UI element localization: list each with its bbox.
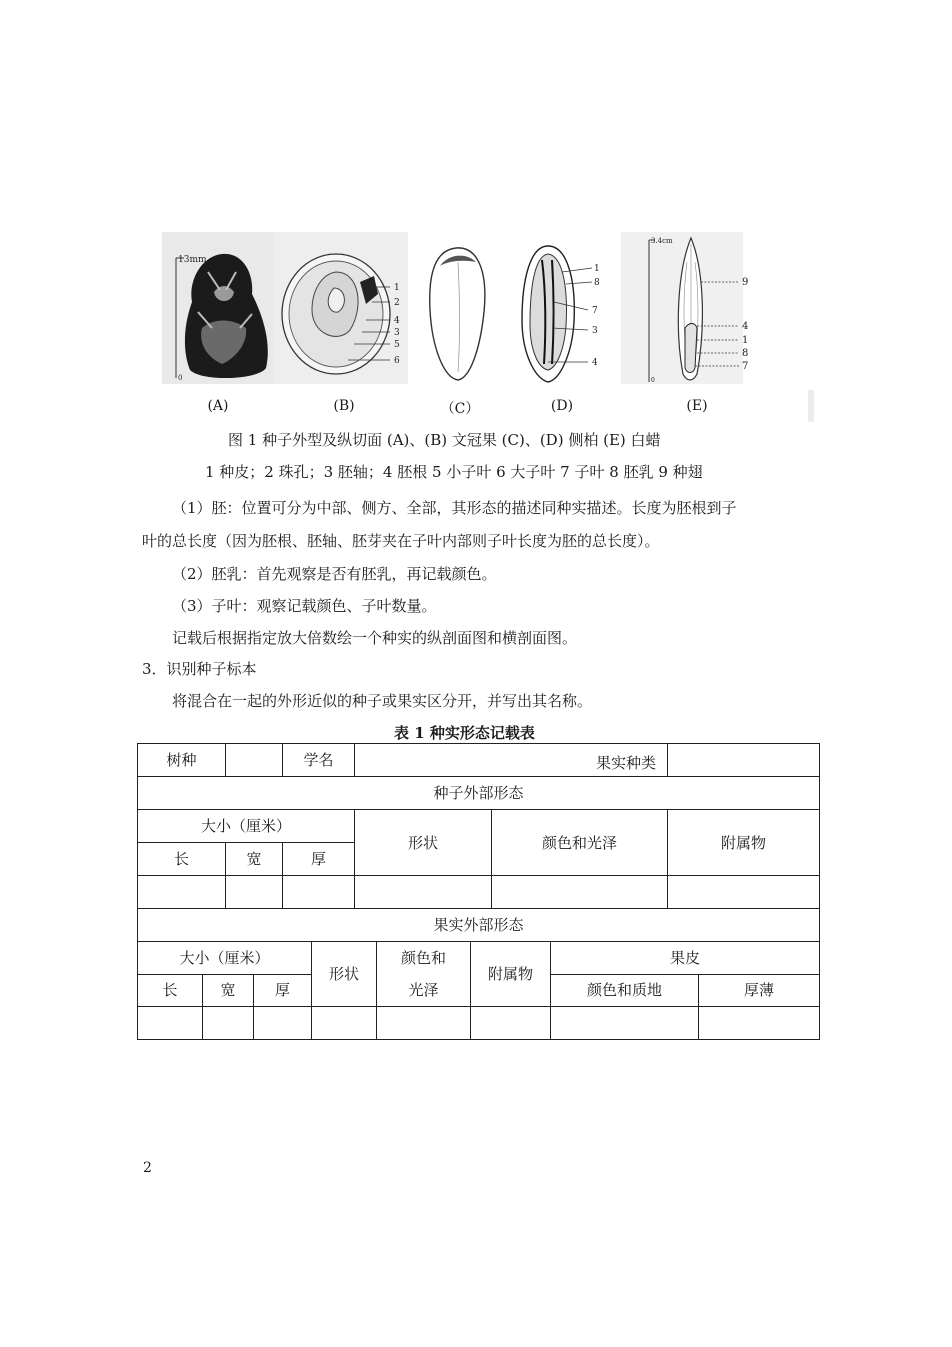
seed-size-header: 大小（厘米）: [138, 810, 355, 843]
fruit-appendage-header: 附属物: [471, 942, 551, 1007]
fruit-thickness-header: 厚: [254, 974, 312, 1007]
e-number-9: 9: [742, 277, 749, 288]
seed-color-luster-header: 颜色和光泽: [492, 810, 668, 876]
fruit-length-value[interactable]: [138, 1007, 203, 1040]
seed-record-table: [137, 743, 820, 777]
d-number-4: 4: [592, 358, 598, 368]
paragraph-drawing: 记载后根据指定放大倍数绘一个种实的纵剖面图和横剖面图。: [172, 629, 578, 647]
pericarp-color-texture-value[interactable]: [551, 1007, 699, 1040]
paragraph-cotyledon: （3）子叶：观察记载颜色、子叶数量。: [172, 597, 437, 615]
fruit-appendage-value[interactable]: [471, 1007, 551, 1040]
seed-d-section: [514, 232, 606, 384]
b-number-6: 6: [394, 356, 400, 366]
fruit-color-value[interactable]: [377, 1007, 471, 1040]
seed-width-value[interactable]: [226, 876, 283, 909]
cell-tree-species-value[interactable]: [226, 744, 283, 777]
seed-thickness-value[interactable]: [283, 876, 355, 909]
page-number: 2: [143, 1160, 152, 1176]
fruit-shape-header: 形状: [312, 942, 377, 1007]
scan-edge-mark: [808, 390, 814, 422]
seed-length-header: 长: [138, 843, 226, 876]
figure-panel-d: [514, 232, 606, 384]
fruit-thickness-value[interactable]: [254, 1007, 312, 1040]
fruit-color-luster-header: [377, 942, 471, 1007]
figure-panel-c: [418, 232, 496, 384]
d-number-1: 1: [594, 264, 600, 274]
fruit-external-morphology-header: 果实外部形态: [138, 909, 820, 942]
seed-c-drawing: [418, 232, 496, 384]
seed-morphology-table: [137, 776, 820, 942]
figure-label-c: （C）: [440, 401, 480, 417]
seed-shape-value[interactable]: [355, 876, 492, 909]
e-number-4: 4: [742, 321, 749, 332]
pericarp-thickness-header: 厚薄: [699, 974, 820, 1007]
fruit-pericarp-header: 果皮: [551, 942, 820, 975]
cell-tree-species-label: 树种: [138, 744, 226, 777]
b-number-2: 2: [394, 298, 400, 308]
seed-b-section: [274, 232, 408, 384]
seed-a-drawing: [162, 232, 284, 384]
seed-e-drawing: [621, 232, 753, 384]
figure-label-e: (E): [686, 398, 708, 414]
scale-label-e: 3.4cm: [651, 237, 673, 245]
fruit-width-value[interactable]: [203, 1007, 254, 1040]
figure-panel-e: [621, 232, 753, 384]
fruit-length-header: 长: [138, 974, 203, 1007]
table-title: 表 1 种实形态记载表: [394, 724, 535, 742]
seed-appendage-value[interactable]: [668, 876, 820, 909]
figure-panel-b: [274, 232, 408, 384]
paragraph-embryo-line2: 叶的总长度（因为胚根、胚轴、胚芽夹在子叶内部则子叶长度为胚的总长度）。: [142, 532, 660, 550]
seed-length-value[interactable]: [138, 876, 226, 909]
b-number-4: 3: [394, 328, 400, 338]
pericarp-color-texture-header: 颜色和质地: [551, 974, 699, 1007]
e-number-1: 1: [742, 335, 749, 346]
b-number-3: 4: [394, 316, 400, 326]
figure-caption: 图 1 种子外型及纵切面 (A)、(B) 文冠果 (C)、(D) 侧柏 (E) 白蜡: [228, 431, 661, 449]
seed-thickness-header: 厚: [283, 843, 355, 876]
figure-panel-a: [162, 232, 284, 384]
fruit-morphology-table: [137, 941, 820, 1040]
pericarp-thickness-value[interactable]: [699, 1007, 820, 1040]
d-number-8: 8: [594, 278, 600, 288]
d-number-7: 7: [592, 306, 598, 316]
fruit-shape-value[interactable]: [312, 1007, 377, 1040]
scale-zero-a: 0: [178, 374, 183, 382]
seed-shape-header: 形状: [355, 810, 492, 876]
seed-external-morphology-header: 种子外部形态: [138, 777, 820, 810]
fruit-color-line1: 颜色和: [401, 949, 447, 967]
figure-label-a: (A): [207, 398, 229, 414]
figure-label-b: (B): [333, 398, 355, 414]
paragraph-embryo-line1: （1）胚：位置可分为中部、侧方、全部，其形态的描述同种实描述。长度为胚根到子: [172, 499, 737, 517]
scale-label-a: 13mm: [178, 255, 207, 265]
d-number-3: 3: [592, 326, 598, 336]
paragraph-endosperm: （2）胚乳：首先观察是否有胚乳，再记载颜色。: [172, 565, 497, 583]
cell-scientific-name-label: 学名: [283, 744, 355, 777]
b-number-5: 5: [394, 340, 400, 350]
scale-zero-e: 0: [651, 377, 655, 384]
section-3-title: 3．识别种子标本: [142, 660, 257, 678]
section-3-text: 将混合在一起的外形近似的种子或果实区分开，并写出其名称。: [172, 692, 593, 710]
seed-color-value[interactable]: [492, 876, 668, 909]
seed-appendage-header: 附属物: [668, 810, 820, 876]
cell-fruit-type-label: 果实种类: [595, 754, 656, 772]
e-number-7: 7: [742, 361, 749, 372]
figure-label-d: (D): [550, 398, 574, 414]
cell-fruit-type-value[interactable]: [668, 744, 820, 777]
b-number-1: 1: [394, 283, 400, 293]
e-number-8: 8: [742, 348, 749, 359]
figure-legend: 1 种皮；2 珠孔；3 胚轴；4 胚根 5 小子叶 6 大子叶 7 子叶 8 胚乳 9 种翅: [205, 463, 703, 481]
seed-width-header: 宽: [226, 843, 283, 876]
fruit-size-header: 大小（厘米）: [138, 942, 312, 975]
fruit-color-line2: 光泽: [408, 981, 439, 999]
fruit-width-header: 宽: [203, 974, 254, 1007]
